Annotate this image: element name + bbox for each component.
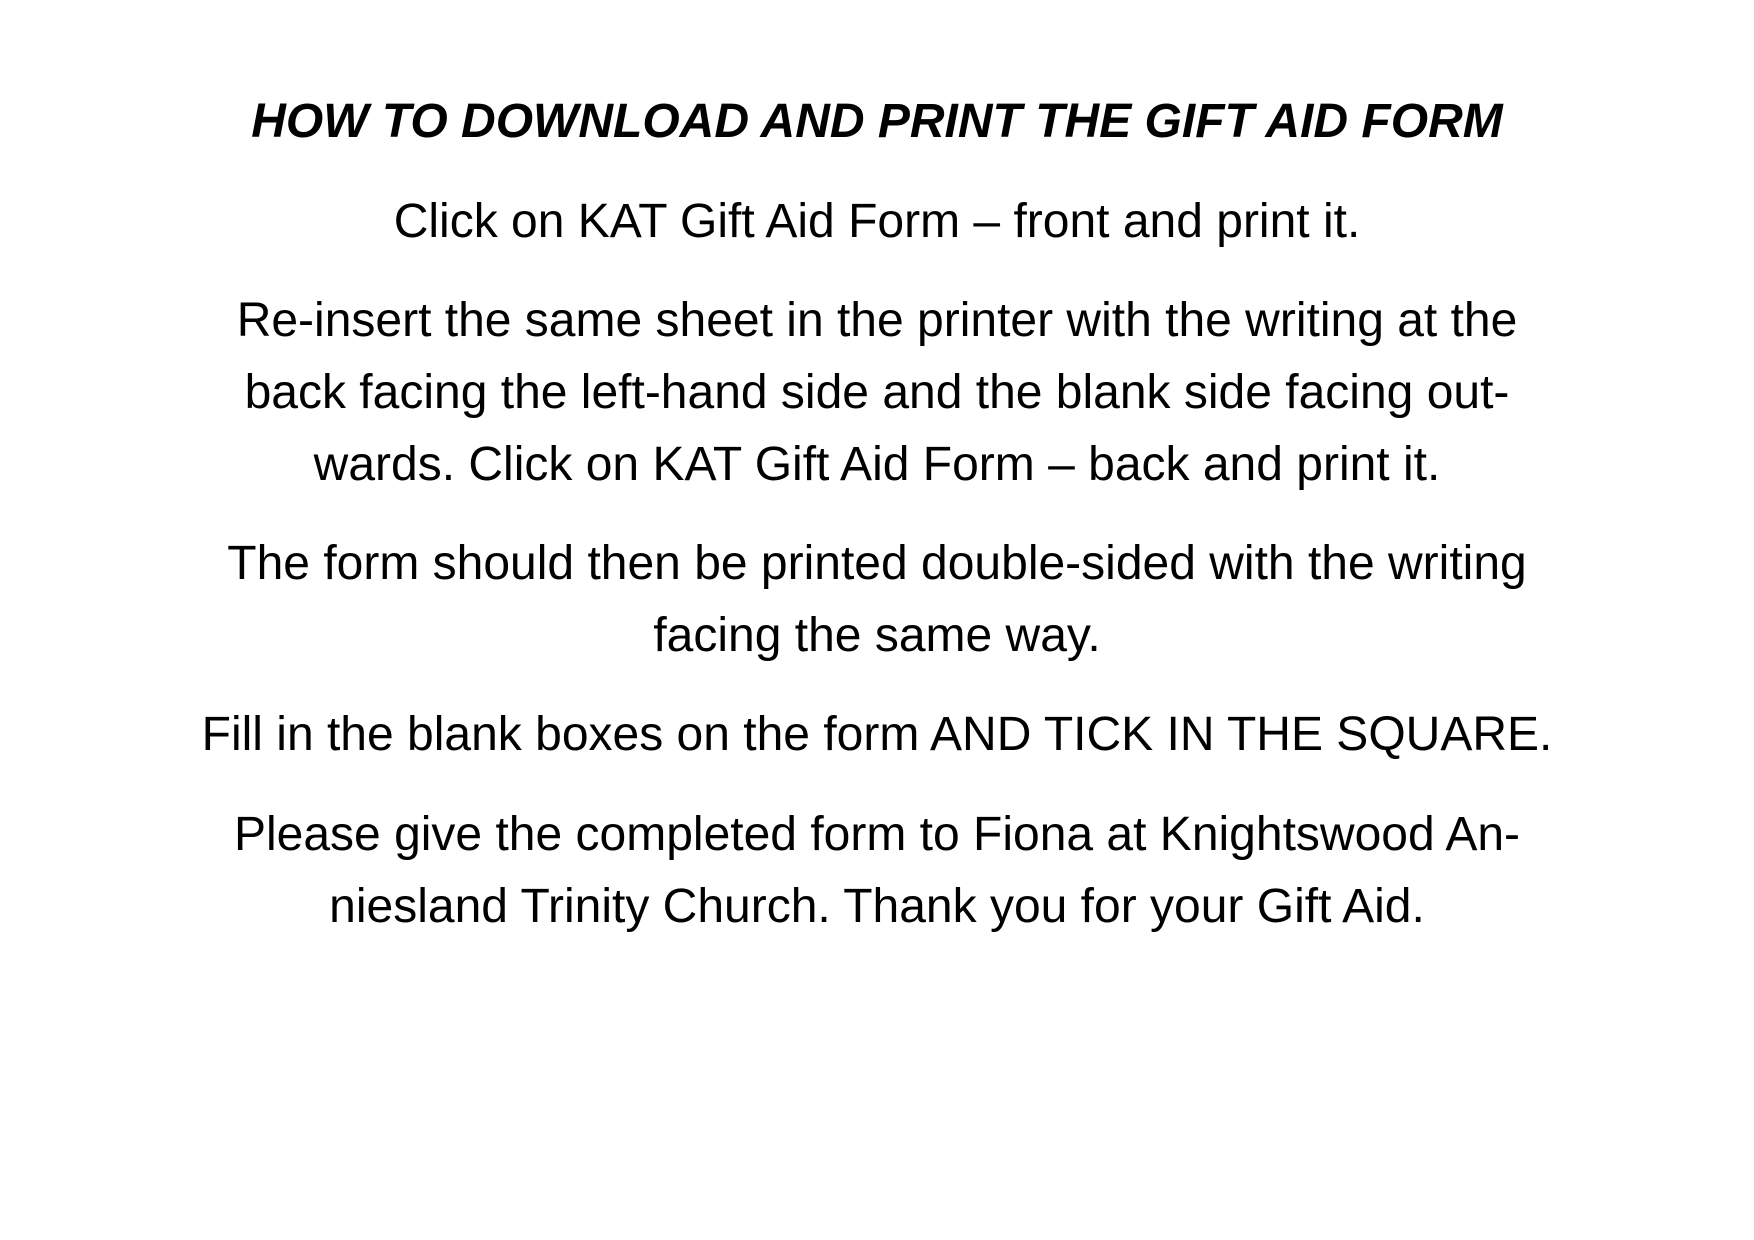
paragraph-3-line-2: facing the same way.: [653, 609, 1101, 662]
page-title: HOW TO DOWNLOAD AND PRINT THE GIFT AID FORM: [251, 95, 1503, 148]
paragraph-3-line-1: The form should then be printed double-sided with the writing: [227, 537, 1527, 590]
paragraph-1-line-1: Click on KAT Gift Aid Form – front and print it.: [393, 195, 1361, 248]
paragraph-2-line-3: wards. Click on KAT Gift Aid Form – back and print it.: [313, 438, 1441, 491]
paragraph-4-line-1: Fill in the blank boxes on the form AND TICK IN THE SQUARE.: [201, 708, 1553, 761]
paragraph-2-line-1: Re-insert the same sheet in the printer with the writing at the: [236, 294, 1518, 347]
paragraph-5-line-1: Please give the completed form to Fiona at Knightswood An-: [233, 808, 1521, 861]
paragraph-5-line-2: niesland Trinity Church. Thank you for your Gift Aid.: [329, 880, 1425, 933]
paragraph-2-line-2: back facing the left-hand side and the blank side facing out-: [244, 366, 1510, 419]
